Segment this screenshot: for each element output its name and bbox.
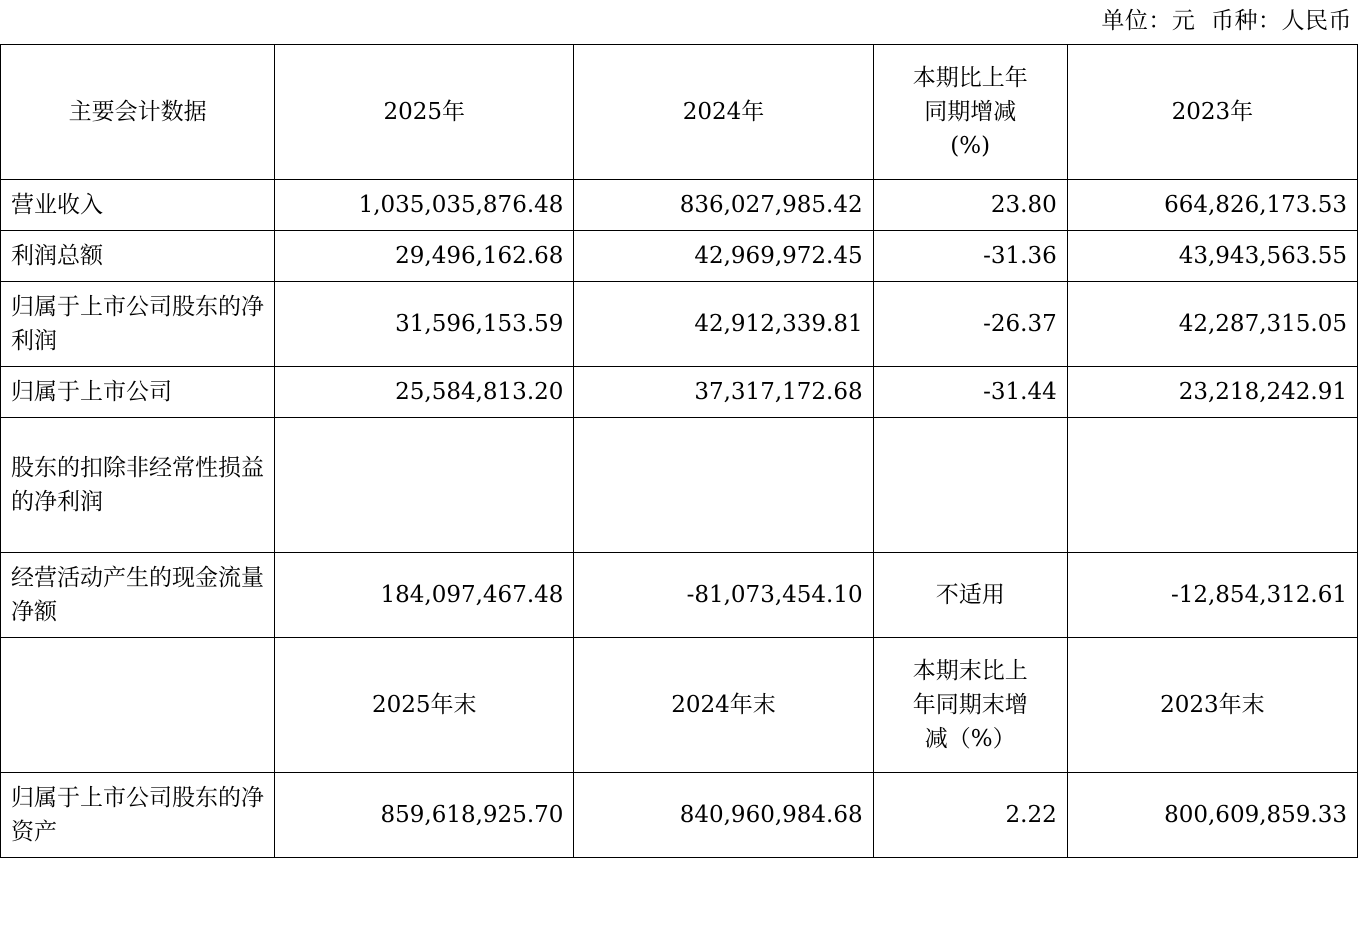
subheader-cell-change — [873, 638, 1067, 773]
row-label: 归属于上市公司 — [1, 367, 275, 418]
row-label: 归属于上市公司股东的净利润 — [1, 282, 275, 367]
unit-note: 单位：元 币种：人民币 — [1101, 8, 1352, 34]
header-cell-change — [873, 45, 1067, 180]
table-row — [1, 773, 1358, 858]
row-value-2024: 42,912,339.81 — [574, 282, 873, 367]
row-value-2025: 859,618,925.70 — [275, 773, 574, 858]
row-value-change: 23.80 — [873, 180, 1067, 231]
row-value-2024: 42,969,972.45 — [574, 231, 873, 282]
table-row — [1, 367, 1358, 418]
row-value-2025: 25,584,813.20 — [275, 367, 574, 418]
row-value-2025: 184,097,467.48 — [275, 553, 574, 638]
row-value-change: 不适用 — [873, 553, 1067, 638]
subheader-change-line2: 年同期末增 — [912, 692, 1028, 718]
table-header-row — [1, 45, 1358, 180]
row-value-2023: 664,826,173.53 — [1067, 180, 1357, 231]
header-change-line1: 本期比上年 — [912, 65, 1028, 91]
subheader-change-line1: 本期末比上 — [912, 658, 1028, 684]
row-value-2025 — [275, 418, 574, 553]
row-value-2025: 1,035,035,876.48 — [275, 180, 574, 231]
row-value-2024 — [574, 418, 873, 553]
row-value-change: -26.37 — [873, 282, 1067, 367]
row-label: 股东的扣除非经常性损益的净利润 — [1, 418, 275, 553]
header-cell-2024: 2024年 — [574, 45, 873, 180]
row-value-2023: 43,943,563.55 — [1067, 231, 1357, 282]
table-row — [1, 180, 1358, 231]
row-label: 归属于上市公司股东的净资产 — [1, 773, 275, 858]
financial-data-table — [0, 44, 1358, 858]
header-cell-2023: 2023年 — [1067, 45, 1357, 180]
row-label: 营业收入 — [1, 180, 275, 231]
subheader-cell-2024: 2024年末 — [574, 638, 873, 773]
row-value-2023: -12,854,312.61 — [1067, 553, 1357, 638]
table-row — [1, 418, 1358, 553]
header-cell-2025: 2025年 — [275, 45, 574, 180]
row-value-2023: 42,287,315.05 — [1067, 282, 1357, 367]
header-change-line3: (%) — [950, 133, 991, 159]
subheader-cell-label — [1, 638, 275, 773]
row-value-2023 — [1067, 418, 1357, 553]
row-label: 经营活动产生的现金流量净额 — [1, 553, 275, 638]
table-subheader-row — [1, 638, 1358, 773]
table-row — [1, 282, 1358, 367]
row-value-2025: 31,596,153.59 — [275, 282, 574, 367]
row-value-2024: -81,073,454.10 — [574, 553, 873, 638]
subheader-cell-2023: 2023年末 — [1067, 638, 1357, 773]
row-value-2025: 29,496,162.68 — [275, 231, 574, 282]
row-value-change: -31.44 — [873, 367, 1067, 418]
row-label: 利润总额 — [1, 231, 275, 282]
row-value-2023: 23,218,242.91 — [1067, 367, 1357, 418]
row-value-change — [873, 418, 1067, 553]
row-value-change: 2.22 — [873, 773, 1067, 858]
table-row — [1, 231, 1358, 282]
row-value-2024: 37,317,172.68 — [574, 367, 873, 418]
table-row — [1, 553, 1358, 638]
header-change-line2: 同期增减 — [924, 99, 1017, 125]
row-value-2024: 840,960,984.68 — [574, 773, 873, 858]
header-cell-label: 主要会计数据 — [1, 45, 275, 180]
subheader-change-line3: 减（%） — [924, 726, 1016, 752]
subheader-cell-2025: 2025年末 — [275, 638, 574, 773]
row-value-2024: 836,027,985.42 — [574, 180, 873, 231]
row-value-change: -31.36 — [873, 231, 1067, 282]
row-value-2023: 800,609,859.33 — [1067, 773, 1357, 858]
